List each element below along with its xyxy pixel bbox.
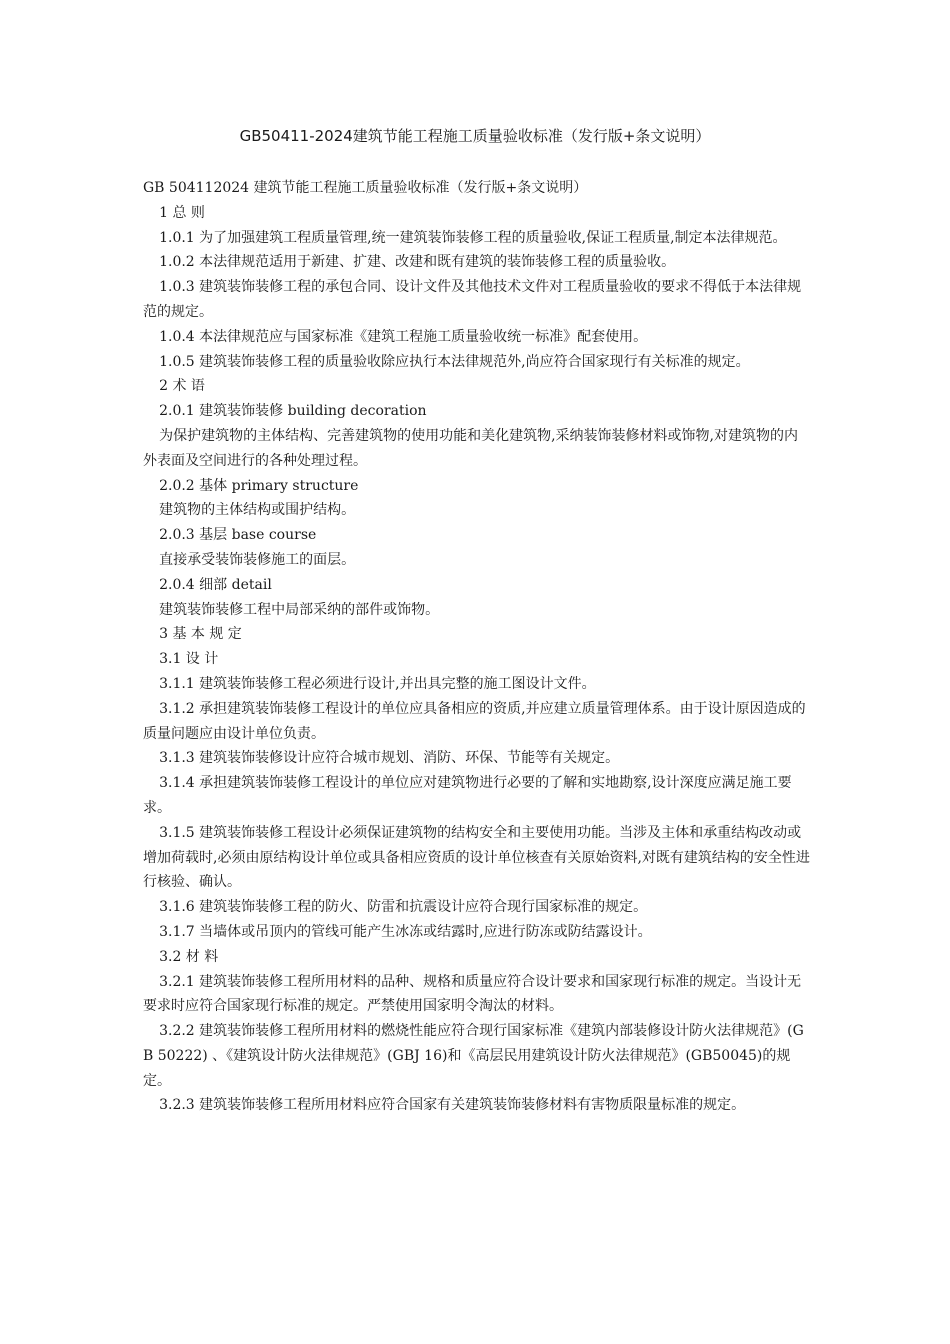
paragraph: 3.1.4 承担建筑装饰装修工程设计的单位应对建筑物进行必要的了解和实地勘察,设计深度应满足施工要求。 [143, 775, 792, 816]
paragraph: 3.2.2 建筑装饰装修工程所用材料的燃烧性能应符合现行国家标准《建筑内部装修设计防火法律规范》(GB 50222) 、《建筑设计防火法律规范》(GBJ 16)和《高层民用建筑设计防火法律规范》(GB50045)的规定。 [143, 1023, 804, 1089]
paragraph: 1 总 则 [159, 204, 205, 221]
paragraph: 建筑装饰装修工程中局部采纳的部件或饰物。 [159, 601, 440, 618]
paragraph: 2.0.3 基层 base course [159, 527, 317, 544]
paragraph: 1.0.3 建筑装饰装修工程的承包合同、设计文件及其他技术文件对工程质量验收的要求不得低于本法律规范的规定。 [143, 279, 802, 320]
paragraph: 3.1.2 承担建筑装饰装修工程设计的单位应具备相应的资质,并应建立质量管理体系。由于设计原因造成的质量问题应由设计单位负责。 [143, 700, 806, 742]
paragraph: 3.1 设 计 [159, 651, 219, 668]
paragraph: 3.1.1 建筑装饰装修工程必须进行设计,并出具完整的施工图设计文件。 [159, 675, 596, 692]
paragraph: 1.0.1 为了加强建筑工程质量管理,统一建筑装饰装修工程的质量验收,保证工程质量,制定本法律规范。 [159, 229, 787, 246]
paragraph: 3.1.3 建筑装饰装修设计应符合城市规划、消防、环保、节能等有关规定。 [159, 750, 620, 767]
paragraph: 3.2.1 建筑装饰装修工程所用材料的品种、规格和质量应符合设计要求和国家现行标准的规定。当设计无要求时应符合国家现行标准的规定。严禁使用国家明令淘汰的材料。 [143, 973, 802, 1015]
paragraph: 3.2.3 建筑装饰装修工程所用材料应符合国家有关建筑装饰装修材料有害物质限量标准的规定。 [159, 1097, 746, 1114]
document-body [143, 176, 811, 1118]
document-title: GB50411-2024建筑节能工程施工质量验收标准（发行版+条文说明） [239, 127, 711, 145]
paragraph: 1.0.5 建筑装饰装修工程的质量验收除应执行本法律规范外,尚应符合国家现行有关标准的规定。 [159, 353, 750, 370]
paragraph: 3 基 本 规 定 [159, 626, 242, 643]
paragraph: 1.0.4 本法律规范应与国家标准《建筑工程施工质量验收统一标准》配套使用。 [159, 328, 648, 345]
paragraph: 2 术 语 [159, 378, 205, 395]
paragraph: 3.1.6 建筑装饰装修工程的防火、防雷和抗震设计应符合现行国家标准的规定。 [159, 899, 648, 916]
paragraph: 直接承受装饰装修施工的面层。 [159, 551, 356, 568]
paragraph: 为保护建筑物的主体结构、完善建筑物的使用功能和美化建筑物,采纳装饰装修材料或饰物,对建筑物的内外表面及空间进行的各种处理过程。 [143, 427, 798, 469]
paragraph: 2.0.1 建筑装饰装修 building decoration [159, 403, 427, 420]
paragraph: 3.1.5 建筑装饰装修工程设计必须保证建筑物的结构安全和主要使用功能。当涉及主体和承重结构改动或增加荷载时,必须由原结构设计单位或具备相应资质的设计单位核查有关原始资料,对既有建筑结构的安全性进行核验、确认。 [143, 824, 810, 891]
paragraph: GB 504112024 建筑节能工程施工质量验收标准（发行版+条文说明） [143, 180, 588, 196]
paragraph: 1.0.2 本法律规范适用于新建、扩建、改建和既有建筑的装饰装修工程的质量验收。 [159, 254, 676, 271]
paragraph: 2.0.4 细部 detail [159, 576, 272, 593]
paragraph: 3.1.7 当墙体或吊顶内的管线可能产生冰冻或结露时,应进行防冻或防结露设计。 [159, 923, 652, 940]
paragraph: 建筑物的主体结构或围护结构。 [159, 502, 356, 519]
paragraph: 2.0.2 基体 primary structure [159, 477, 359, 494]
paragraph: 3.2 材 料 [159, 948, 219, 965]
